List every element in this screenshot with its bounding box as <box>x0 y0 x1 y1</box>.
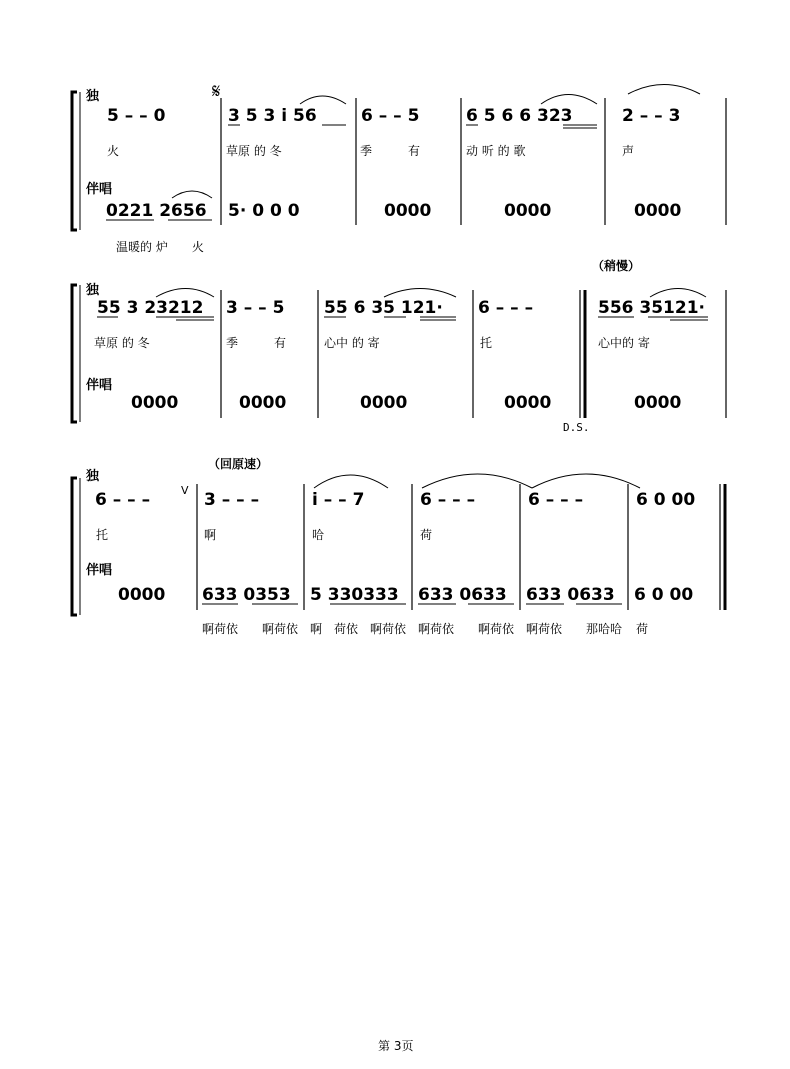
solo-notes: 6 – – – <box>95 490 151 510</box>
system-1 <box>72 79 726 254</box>
solo-lyric: 草原 的 冬 <box>226 144 282 158</box>
accomp-lyric: 啊荷依 那哈哈 <box>526 622 623 636</box>
accomp-notes: 5· 0 0 0 <box>228 201 300 221</box>
solo-lyric: 草原 的 冬 <box>94 336 150 350</box>
accomp-notes: 633 0633 <box>526 585 615 605</box>
accomp-notes: 0000 <box>634 201 682 221</box>
solo-lyric: 季 有 <box>226 336 287 350</box>
solo-notes: 6 – – – <box>478 298 534 318</box>
part-label-accomp: 伴唱 <box>86 378 113 393</box>
solo-lyric: 动 听 的 歌 <box>466 144 526 158</box>
accomp-notes: 0000 <box>384 201 432 221</box>
system-bracket <box>72 92 77 230</box>
solo-notes: 55 6 35 121· <box>324 298 443 318</box>
solo-lyric: 托 <box>96 528 109 542</box>
accomp-notes: 0000 <box>131 393 179 413</box>
ds-marking: D.S. <box>563 421 590 434</box>
solo-lyric: 心中的 寄 <box>598 336 650 350</box>
solo-lyric: 托 <box>480 336 493 350</box>
accomp-notes: 0000 <box>239 393 287 413</box>
segno-sign: 𝄋 <box>212 79 221 103</box>
solo-lyric: 啊 <box>204 528 217 542</box>
part-label-accomp: 伴唱 <box>86 563 113 578</box>
part-label-solo: 独 <box>86 283 100 298</box>
solo-notes: 556 35121· <box>598 298 706 318</box>
accomp-notes: 0000 <box>360 393 408 413</box>
page-number: 第 3页 <box>378 1039 414 1053</box>
part-label-solo: 独 <box>86 469 100 484</box>
solo-lyric: 哈 <box>312 528 325 542</box>
accomp-notes: 0000 <box>118 585 166 605</box>
solo-lyric: 声 <box>622 144 635 158</box>
system-2 <box>72 258 726 434</box>
solo-notes: i – – 7 <box>312 490 365 510</box>
solo-notes: 2 – – 3 <box>622 106 681 126</box>
solo-notes: 5 – – 0 <box>107 106 166 126</box>
system-bracket <box>72 478 77 615</box>
solo-lyric: 荷 <box>420 528 433 542</box>
solo-notes: 3 – – 5 <box>226 298 285 318</box>
accomp-lyric: 啊荷依 啊荷依 <box>418 622 515 636</box>
solo-lyric: 心中 的 寄 <box>324 336 380 350</box>
solo-notes: 3 5 3 i 56 <box>228 106 317 126</box>
accomp-lyric: 荷 <box>636 622 649 636</box>
accomp-notes: 0000 <box>504 201 552 221</box>
system-bracket <box>72 285 77 422</box>
accomp-notes: 0000 <box>504 393 552 413</box>
solo-lyric: 季 有 <box>360 144 421 158</box>
accomp-notes: 0221 2656 <box>106 201 207 221</box>
solo-lyric: 火 <box>107 144 120 158</box>
solo-notes: 6 – – 5 <box>361 106 420 126</box>
accomp-notes: 633 0633 <box>418 585 507 605</box>
accomp-notes: 6 0 00 <box>634 585 694 605</box>
solo-notes: 6 – – – <box>420 490 476 510</box>
breath-mark: V <box>181 484 189 497</box>
solo-notes: 6 5 6 6 323 <box>466 106 573 126</box>
accomp-lyric: 啊 荷依 啊荷依 <box>310 622 407 636</box>
accomp-notes: 0000 <box>634 393 682 413</box>
tempo-slower: （稍慢） <box>592 259 641 273</box>
solo-notes: 6 – – – <box>528 490 584 510</box>
accomp-lyric: 啊荷依 啊荷依 <box>202 622 299 636</box>
tempo-a-tempo: （回原速） <box>208 457 269 471</box>
solo-notes: 6 0 00 <box>636 490 696 510</box>
part-label-accomp: 伴唱 <box>86 182 113 197</box>
accomp-lyric: 温暖的 炉 火 <box>116 240 204 254</box>
part-label-solo: 独 <box>86 89 100 104</box>
system-3 <box>72 456 725 636</box>
accomp-notes: 633 0353 <box>202 585 291 605</box>
solo-notes: 55 3 23212 <box>97 298 204 318</box>
accomp-notes: 5 330333 <box>310 585 399 605</box>
solo-notes: 3 – – – <box>204 490 260 510</box>
